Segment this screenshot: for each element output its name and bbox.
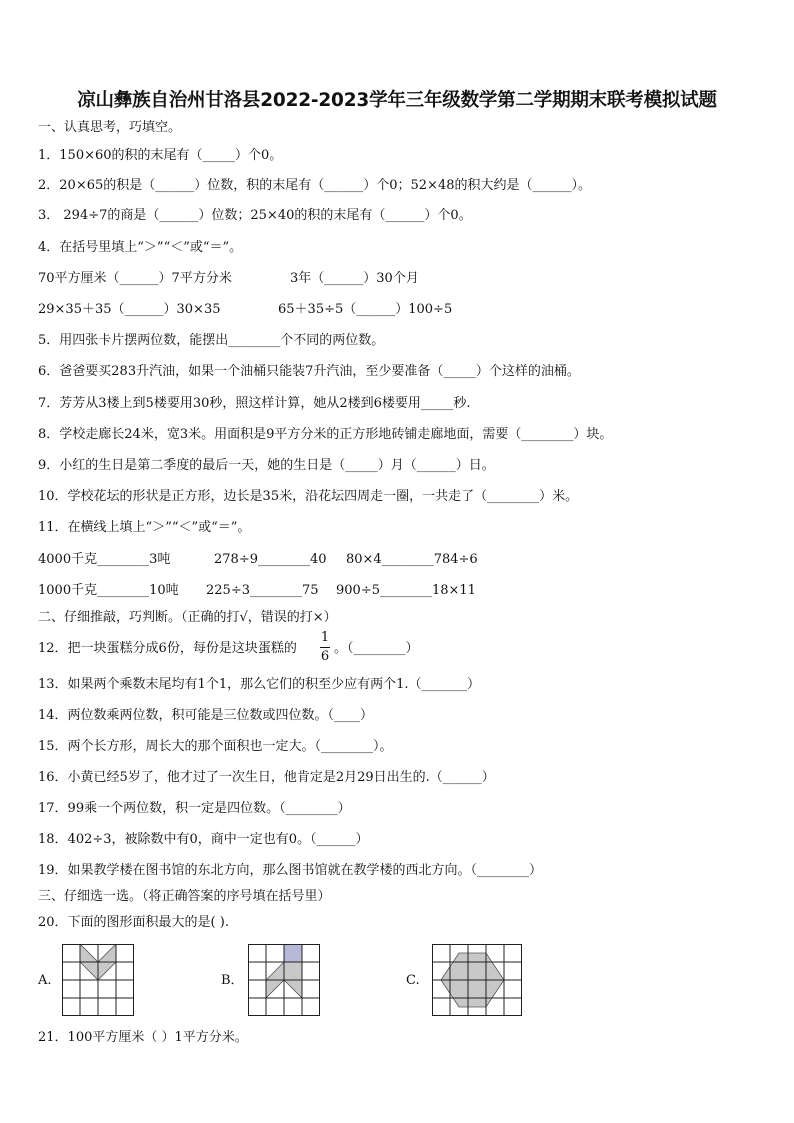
question-11-item-d: 1000千克________10吨 bbox=[38, 583, 179, 598]
option-a-grid-figure bbox=[62, 944, 142, 1016]
option-c-grid-figure bbox=[432, 944, 522, 1016]
question-4-item-d: 65＋35÷5（______）100÷5 bbox=[278, 302, 453, 317]
question-14: 14．两位数乘两位数，积可能是三位数或四位数。（____） bbox=[38, 708, 374, 723]
question-4: 4．在括号里填上“＞”“＜”或“＝”。 bbox=[38, 240, 243, 255]
question-7: 7．芳芳从3楼上到5楼要用30秒，照这样计算，她从2楼到6楼要用_____秒. bbox=[38, 396, 471, 411]
question-21: 21．100平方厘米（ ）1平方分米。 bbox=[38, 1030, 248, 1045]
question-4-item-a: 70平方厘米（______）7平方分米 bbox=[38, 271, 232, 286]
question-1: 1．150×60的积的末尾有（_____）个0。 bbox=[38, 148, 283, 163]
question-2: 2．20×65的积是（______）位数，积的末尾有（______）个0；52×48的积大约是（______）。 bbox=[38, 178, 591, 193]
question-16: 16．小黄已经5岁了，他才过了一次生日，他肯定是2月29日出生的.（______） bbox=[38, 770, 495, 785]
fraction-bar bbox=[320, 647, 330, 648]
question-6: 6．爸爸要买283升汽油，如果一个油桶只能装7升汽油，至少要准备（_____）个这样的油桶。 bbox=[38, 364, 580, 379]
question-9: 9．小红的生日是第二季度的最后一天，她的生日是（_____）月（______）日。 bbox=[38, 458, 495, 473]
question-11: 11．在横线上填上“＞”“＜”或“＝”。 bbox=[38, 520, 251, 535]
question-18: 18．402÷3，被除数中有0，商中一定也有0。（______） bbox=[38, 832, 369, 847]
question-11-item-b: 278÷9________40 bbox=[214, 552, 327, 567]
section-2-heading: 二、仔细推敲，巧判断。（正确的打√，错误的打×） bbox=[38, 610, 337, 625]
question-8: 8．学校走廊长24米，宽3米。用面积是9平方分米的正方形地砖铺走廊地面，需要（________）块。 bbox=[38, 427, 613, 442]
question-3: 3． 294÷7的商是（______）位数；25×40的积的末尾有（______）个0。 bbox=[38, 208, 472, 223]
question-12-text: 12．把一块蛋糕分成6份，每份是这块蛋糕的 bbox=[38, 641, 297, 656]
section-1-heading: 一、认真思考，巧填空。 bbox=[38, 120, 182, 135]
option-b-shaded-top bbox=[284, 944, 302, 962]
question-19: 19．如果教学楼在图书馆的东北方向，那么图书馆就在教学楼的西北方向。（________） bbox=[38, 863, 543, 878]
question-4-item-b: 3年（______）30个月 bbox=[290, 271, 419, 286]
option-a-label: A. bbox=[38, 973, 52, 988]
page-title: 凉山彝族自治州甘洛县2022-2023学年三年级数学第二学期期末联考模拟试题 bbox=[77, 90, 717, 111]
section-3-heading: 三、仔细选一选。（将正确答案的序号填在括号里） bbox=[38, 889, 331, 904]
question-11-item-a: 4000千克________3吨 bbox=[38, 552, 171, 567]
question-17: 17．99乘一个两位数，积一定是四位数。（________） bbox=[38, 801, 351, 816]
question-11-item-f: 900÷5________18×11 bbox=[336, 583, 476, 598]
option-b-grid-figure bbox=[248, 944, 328, 1016]
question-15: 15．两个长方形，周长大的那个面积也一定大。（________）。 bbox=[38, 739, 393, 754]
option-b-label: B． bbox=[221, 973, 244, 988]
option-c-label: C. bbox=[406, 973, 420, 988]
question-4-item-c: 29×35＋35（______）30×35 bbox=[38, 302, 221, 317]
question-10: 10．学校花坛的形状是正方形，边长是35米，沿花坛四周走一圈，一共走了（________）米。 bbox=[38, 489, 579, 504]
question-12-denominator: 6 bbox=[320, 649, 330, 664]
question-13: 13．如果两个乘数末尾均有1个1，那么它们的积至少应有两个1.（_______） bbox=[38, 677, 480, 692]
question-5: 5．用四张卡片摆两位数，能摆出________个不同的两位数。 bbox=[38, 333, 385, 348]
question-11-item-c: 80×4________784÷6 bbox=[346, 552, 478, 567]
question-12-answer: 。（________） bbox=[334, 641, 419, 656]
question-12-numerator: 1 bbox=[320, 630, 330, 645]
question-20: 20．下面的图形面积最大的是( ). bbox=[38, 915, 229, 930]
question-11-item-e: 225÷3________75 bbox=[206, 583, 319, 598]
